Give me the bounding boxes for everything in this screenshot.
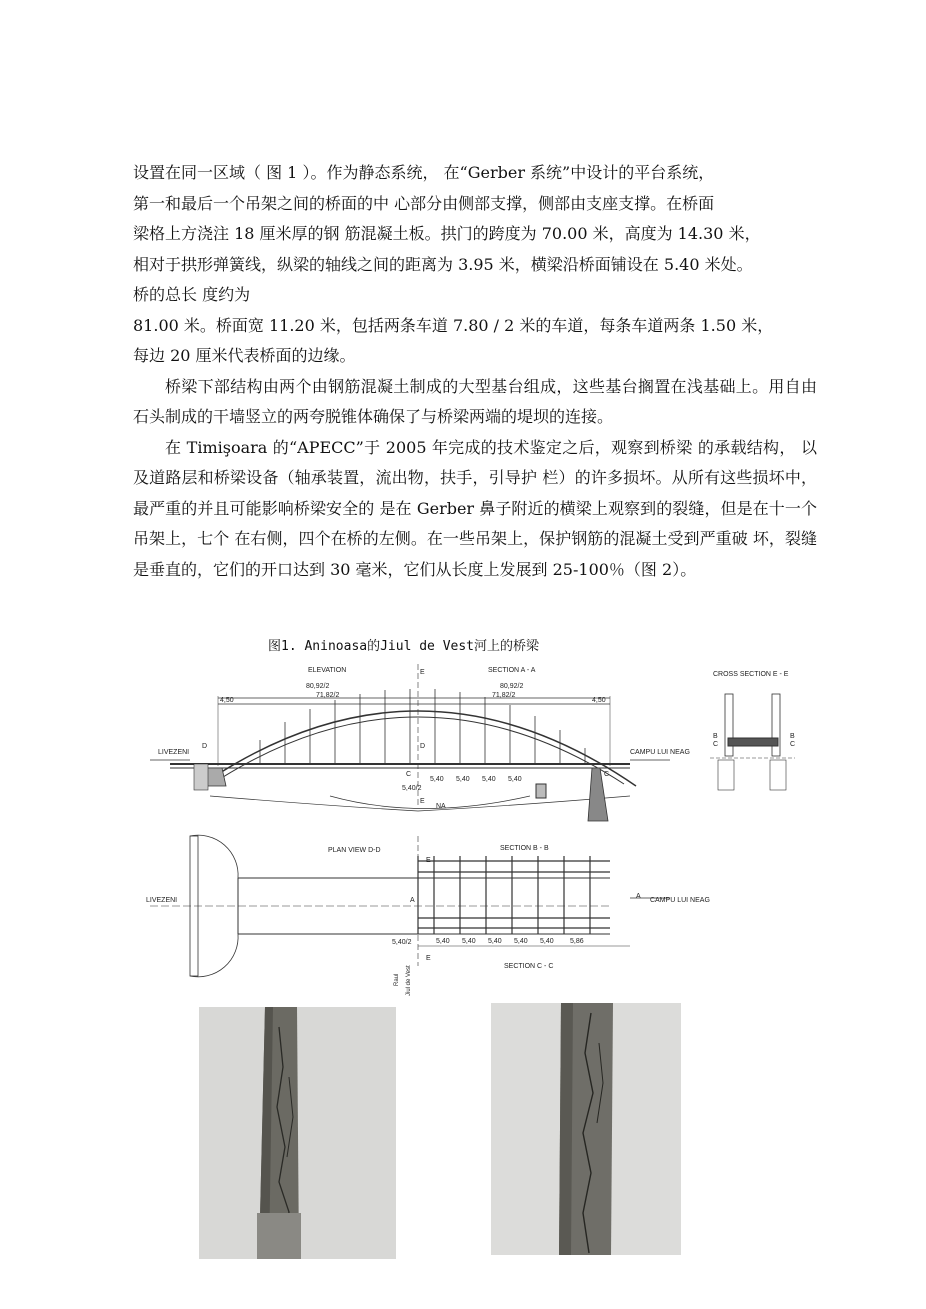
dim-bay: 5,40 <box>430 776 444 783</box>
label-elevation: ELEVATION <box>308 667 347 674</box>
letter-b-right: B <box>790 733 795 740</box>
dim-half-bay-top: 5,40/2 <box>402 785 422 792</box>
dim-bay: 5,40 <box>456 776 470 783</box>
label-na: NA <box>436 803 446 810</box>
body-line: 梁格上方浇注 18 厘米厚的钢 筋混凝土板。拱门的跨度为 70.00 米，高度为 14.30 米， <box>133 224 761 243</box>
hanger-crack-photo-right <box>491 1003 681 1255</box>
letter-d: D <box>420 743 426 750</box>
letter-e-plan: E <box>426 857 431 864</box>
body-line: 第一和最后一个吊架之间的桥面的中 心部分由侧部支撑，侧部由支座支撑。在桥面 <box>133 193 715 213</box>
label-livezeni-top: LIVEZENI <box>158 749 190 756</box>
body-line: 相对于拱形弹簧线，纵梁的轴线之间的距离为 3.95 米，横梁沿桥面铺设在 5.40 米处。 <box>133 254 753 274</box>
dim-bay: 5,40 <box>508 776 522 783</box>
dim-edge-left: 4,50 <box>220 697 234 704</box>
label-section-cc: SECTION C - C <box>504 963 554 970</box>
label-cross-section-ee: CROSS SECTION E - E <box>713 671 789 678</box>
letter-e-bottom: E <box>420 798 425 805</box>
dim-bay: 5,40 <box>540 938 554 945</box>
dim-bay: 5,40 <box>436 938 450 945</box>
hanger-crack-photo-left <box>199 1007 396 1259</box>
dim-bay: 5,40 <box>482 776 496 783</box>
letter-a-left: A <box>410 897 415 904</box>
label-river-2: Jiul de Vest <box>406 965 412 996</box>
dim-inner-right: 71,82/2 <box>492 692 516 699</box>
letter-e-top: E <box>420 669 425 676</box>
dim-bay: 5,40 <box>514 938 528 945</box>
label-section-bb: SECTION B - B <box>500 845 549 852</box>
bridge-drawing <box>130 656 820 1001</box>
label-campu-top: CAMPU LUI NEAG <box>630 749 690 756</box>
figure-caption: 图1. Aninoasa的Jiul de Vest河上的桥梁 <box>268 639 540 654</box>
dim-edge-right: 4,50 <box>592 697 606 704</box>
label-livezeni-bottom: LIVEZENI <box>146 897 178 904</box>
label-river-1: Raul <box>394 973 400 986</box>
letter-d-left: D <box>202 743 208 750</box>
label-section-aa: SECTION A - A <box>488 667 536 674</box>
paragraph-damage: 在 Timişoara 的“APECC”于 2005 年完成的技术鉴定之后，观察到桥梁 的承载结构， 以及道路层和桥梁设备（轴承装置，流出物，扶手，引导护 栏）的许多损坏。从所有这些损坏中，最严重的并且可能影响桥梁安全的 是在 Gerber 鼻子附近的横梁上观察到的裂缝，但是在十一个吊架上，七个 在右侧，四个在桥的左侧。在一些吊架上，保护钢筋的混凝土受到严重破 坏，裂缝是垂直的，它们的开口达到 30 毫米，它们从长度上发展到 25-100％（图 2）。 <box>133 437 817 579</box>
dim-total: 80,92/2 <box>306 683 330 690</box>
body-line: 81.00 米。桥面宽 11.20 米，包括两条车道 7.80 / 2 米的车道，每条车道两条 1.50 米， <box>133 315 774 335</box>
body-line: 桥的总长 度约为 <box>133 285 251 304</box>
letter-a-right: A <box>636 893 641 900</box>
body-line: 设置在同一区域（ 图 1 ）。作为静态系统， 在“Gerber 系统”中设计的平台系统， <box>133 163 715 182</box>
body-line: 每边 20 厘米代表桥面的边缘。 <box>133 346 356 365</box>
body-text <box>133 158 817 585</box>
letter-c-right: C <box>604 771 610 778</box>
label-plan-view: PLAN VIEW D-D <box>328 847 381 854</box>
dim-bay: 5,40 <box>488 938 502 945</box>
dim-total-right: 80,92/2 <box>500 683 524 690</box>
letter-b-left: B <box>713 733 718 740</box>
label-campu-bottom: CAMPU LUI NEAG <box>650 897 710 904</box>
letter-c: C <box>406 771 412 778</box>
letter-c-cs-right: C <box>790 741 796 748</box>
letter-e-plan-bottom: E <box>426 955 431 962</box>
paragraph-substructure: 桥梁下部结构由两个由钢筋混凝土制成的大型基台组成，这些基台搁置在浅基础上。用自由石头制成的干墙竖立的两夸脱锥体确保了与桥梁两端的堤坝的连接。 <box>133 376 817 426</box>
dim-half-bay-plan: 5,40/2 <box>392 939 412 946</box>
dim-bay: 5,40 <box>462 938 476 945</box>
dim-last-bay: 5,86 <box>570 938 584 945</box>
letter-c-cs-left: C <box>713 741 719 748</box>
dim-inner: 71,82/2 <box>316 692 340 699</box>
